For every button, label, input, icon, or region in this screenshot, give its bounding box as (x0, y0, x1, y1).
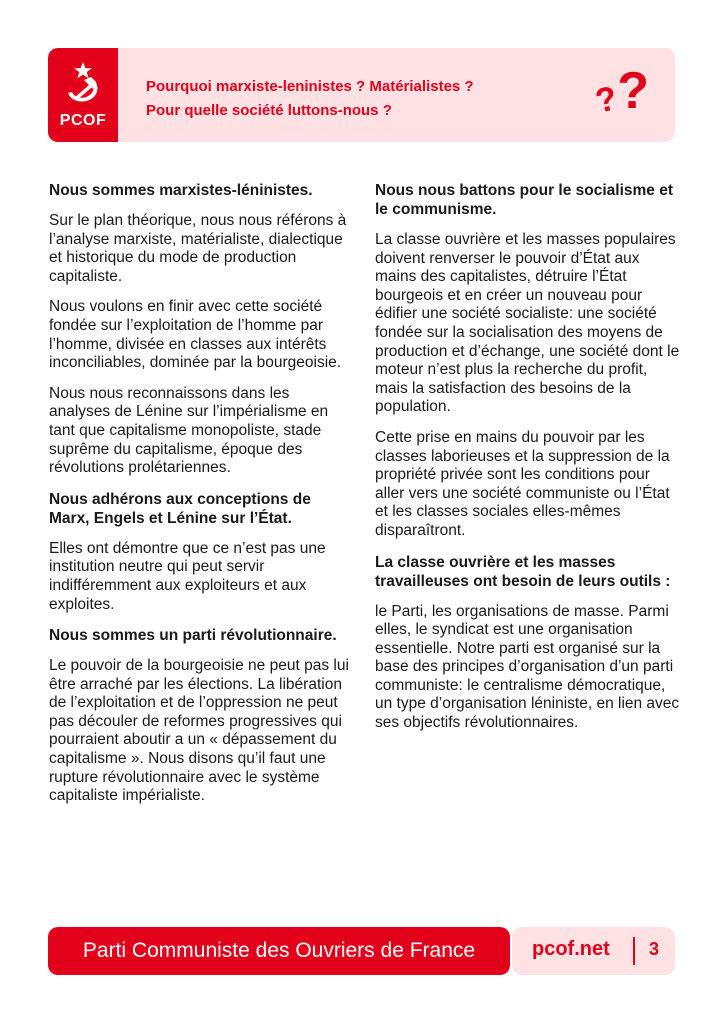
logo-text: PCOF (59, 112, 107, 129)
pcof-logo (48, 48, 118, 142)
paragraph: Sur le plan théorique, nous nous référons à l’analyse marxiste, matérialiste, dialectique et historique du mode de production capitaliste. (49, 212, 347, 285)
paragraph: le Parti, les organisations de masse. Parmi elles, le syndicat est une organisation essentielle. Notre parti est organisé sur la base des principes d’organisation d’un parti communiste: le centralisme démocratique, un type d’organisation léniniste, en lien avec ses objectifs révolutionnaires. (375, 602, 680, 732)
question-marks-icon (592, 62, 649, 121)
footer-title: Parti Communiste des Ouvriers de France (82, 939, 476, 962)
heading-socialisme-communisme: Nous nous battons pour le socialisme et le communisme. (375, 182, 673, 218)
question-mark-big: ? (617, 62, 649, 120)
heading-classe-ouvriere-outils: La classe ouvrière et les masses travailleuses ont besoin de leurs outils : (375, 553, 671, 590)
left-column (49, 181, 354, 818)
paragraph: La classe ouvrière et les masses populaires doivent renverser le pouvoir d’État aux mains des capitalistes, détruire l’État bourgeois et en créer un nouveau pour édifier une société socialiste: une société fondée sur la socialisation des moyens de production et d’échange, une société dont le moteur n’est plus la recherche du profit, mais la satisfaction des besoins de la population. (375, 231, 680, 416)
right-column (375, 181, 680, 745)
heading-conceptions-etat: Nous adhérons aux conceptions de Marx, Engels et Lénine sur l’État. (49, 490, 311, 527)
header-question-line-2: Pour quelle société luttons-nous ? (146, 102, 392, 119)
paragraph: Nous nous reconnaissons dans les analyses de Lénine sur l’impérialisme en tant que capitalisme monopoliste, stade suprême du capitalisme, époque des révolutions prolétariennes. (49, 384, 329, 477)
paragraph: Nous voulons en finir avec cette société fondée sur l’exploitation de l’homme par l’homme, divisée en classes aux intérêts inconciliables, dominée par la bourgeoisie. (49, 298, 342, 372)
heading-marxistes-leninistes: Nous sommes marxistes-léninistes. (49, 182, 313, 199)
hammer-sickle-star-icon (60, 60, 106, 106)
question-mark-small: ? (592, 79, 621, 121)
page-number: 3 (649, 939, 660, 959)
footer-site-box (512, 927, 675, 975)
site-link[interactable]: pcof.net (532, 938, 610, 960)
header-banner (48, 48, 675, 142)
header-question (146, 75, 576, 123)
paragraph: Elles ont démontre que ce n’est pas une institution neutre qui peut servir indifféremment aux exploiteurs et aux exploites. (49, 539, 326, 613)
paragraph: Le pouvoir de la bourgeoisie ne peut pas lui être arraché par les élections. La libération de l’exploitation et de l’oppression ne peut pas découler de reformes progressives qui pourraient aboutir a un « dépassement du capitalisme ». Nous disons qu’il faut une rupture révolutionnaire avec le système capitaliste impérialiste. (49, 657, 349, 805)
header-question-line-1: Pourquoi marxiste-leninistes ? Matérialistes ? (146, 78, 474, 95)
heading-parti-revolutionnaire: Nous sommes un parti révolutionnaire. (49, 627, 337, 645)
footer-title-bar (48, 927, 510, 975)
footer-divider (633, 937, 635, 965)
paragraph: Cette prise en mains du pouvoir par les classes laborieuses et la suppression de la propriété privée sont les conditions pour aller vers une société communiste ou l’État et les classes sociales elles-mêmes disparaîtront. (375, 428, 670, 539)
